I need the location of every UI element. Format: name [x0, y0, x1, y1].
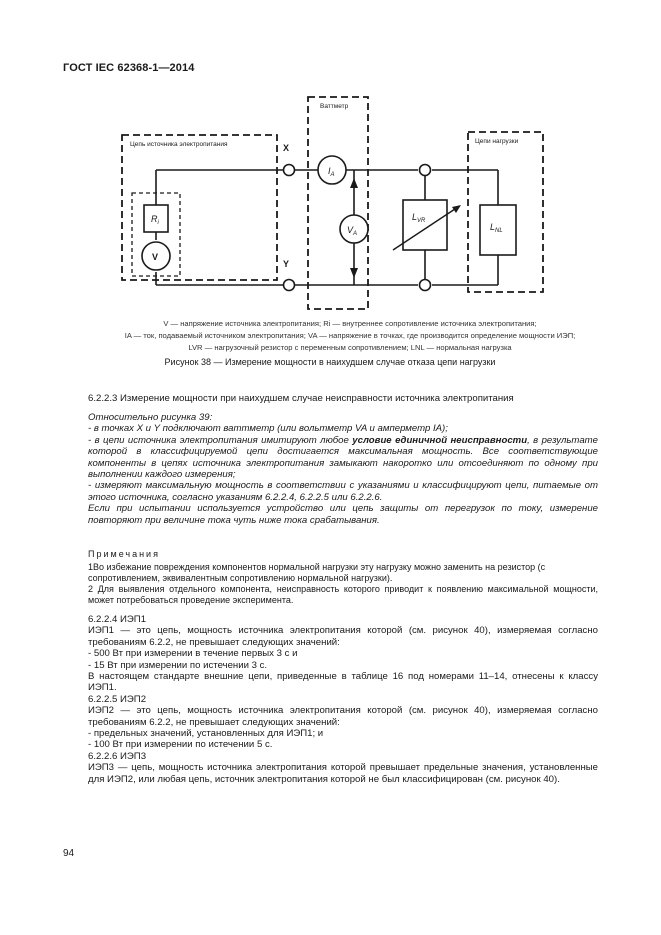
page-number: 94	[63, 848, 75, 859]
note: 2 Для выявления отдельного компонента, неисправность которого приводит к появлению максимальной мощности, может потребоваться проведение эксперимента.	[88, 584, 598, 605]
paragraph: ИЭП3 — цепь, мощность источника электропитания которой превышает предельные значения, установленные для ИЭП2, или любая цепь, источник электропитания которой не был классифицирован (см. рисунок 40).	[88, 762, 598, 785]
section-6224	[88, 614, 598, 785]
voltmeter-va	[340, 215, 368, 243]
arrow-up-icon	[350, 178, 358, 188]
terminal-y	[284, 280, 295, 291]
load-node-bottom	[420, 280, 431, 291]
circuit-diagram	[0, 0, 661, 320]
section-6223-heading: 6.2.2.3 Измерение мощности при наихудшем случае неисправности источника электропитания	[88, 393, 514, 404]
x-label: X	[283, 143, 290, 153]
paragraph: ИЭП2 — это цепь, мощность источника электропитания которой (см. рисунок 40), измеряемая согласно требованиям 6.2.2, не превышает следующих значений:	[88, 705, 598, 728]
y-label: Y	[283, 259, 290, 269]
svg-text:LVR: $L_{VR}$	[412, 212, 426, 224]
document-header: ГОСТ IEC 62368-1—2014	[63, 62, 195, 74]
wattmeter-label: Ваттметр	[320, 103, 349, 110]
note: 1Во избежание повреждения компонентов нормальной нагрузки эту нагрузку можно заменить на резистор (с сопротивлением, эквивалентным сопротивлению нормальной нагрузки).	[88, 562, 546, 583]
svg-text:LNL: $L_{NL}$	[490, 222, 503, 234]
svg-text:IA: $I_A$	[328, 166, 335, 178]
list-item: - предельных значений, установленных для ИЭП1; и	[88, 728, 324, 740]
svg-text:VA: $V_A$	[347, 225, 358, 237]
paragraph: Относительно рисунка 39:	[88, 412, 213, 423]
paragraph: Если при испытании используется устройство или цепь защиты от перегрузок по току, измерение повторяют при величине тока чуть ниже тока срабатывания.	[88, 503, 598, 526]
variable-arrow-icon	[452, 205, 461, 213]
paragraph: В настоящем стандарте внешние цепи, приведенные в таблице 16 под номерами 11–14, отнесены к классу ИЭП1.	[88, 671, 598, 694]
load-node-top	[420, 165, 431, 176]
section-title: 6.2.2.4 ИЭП1	[88, 614, 147, 625]
italic-instructions	[88, 412, 598, 526]
paragraph: - в точках X и Y подключают ваттметр (или вольтметр VA и амперметр IA);	[88, 423, 448, 435]
list-item: - 15 Вт при измерении по истечении 3 с.	[88, 659, 268, 671]
figure-legend	[90, 318, 610, 354]
legend-line: V — напряжение источника электропитания; Ri — внутреннее сопротивление источника электропитания;	[163, 319, 537, 328]
legend-line: LVR — нагрузочный резистор с переменным сопротивлением; LNL — нормальная нагрузка	[188, 343, 512, 352]
source-circuit-label: Цепь источника электропитания	[130, 141, 228, 148]
section-title: 6.2.2.5 ИЭП2	[88, 693, 147, 705]
arrow-down-icon	[350, 268, 358, 278]
figure-caption: Рисунок 38 — Измерение мощности в наихудшем случае отказа цепи нагрузки	[164, 357, 496, 367]
variable-load-resistor	[403, 200, 447, 250]
paragraph: ИЭП1 — это цепь, мощность источника электропитания которой (см. рисунок 40), измеряемая согласно требованиям 6.2.2, не превышает следующих значений:	[88, 625, 598, 648]
load-circuit-label: Цепи нагрузки	[475, 138, 519, 145]
terminal-x	[284, 165, 295, 176]
ammeter-ia	[318, 156, 346, 184]
wattmeter-box	[308, 97, 368, 309]
svg-text:Ri: $R_i$	[151, 214, 159, 226]
paragraph: - измеряют максимальную мощность в соответствии с указаниями и классифицируют цепи, питаемые от этого источника, согласно указаниям 6.2.2.4, 6.2.2.5 или 6.2.2.6.	[88, 480, 598, 503]
paragraph: - в цепи источника электропитания имитируют любое условие единичной неисправности, в результате которой в классифицируемой цепи достигается максимальная мощность. Все соответствующие компоненты в цепях источника электропитания замыкают накоротко или отсоединяют по одному при выполнении каждого измерения;	[88, 434, 598, 481]
list-item: - 100 Вт при измерении по истечении 5 с.	[88, 739, 273, 751]
section-title: 6.2.2.6 ИЭП3	[88, 750, 147, 762]
list-item: - 500 Вт при измерении в течение первых 3 с и	[88, 648, 298, 660]
svg-text:V: V	[152, 252, 159, 262]
notes-title: Примечания	[88, 549, 160, 559]
legend-line: IA — ток, подаваемый источником электропитания; VA — напряжение в точках, где производится определение мощности ИЭП;	[124, 331, 576, 340]
notes-block	[88, 549, 598, 606]
